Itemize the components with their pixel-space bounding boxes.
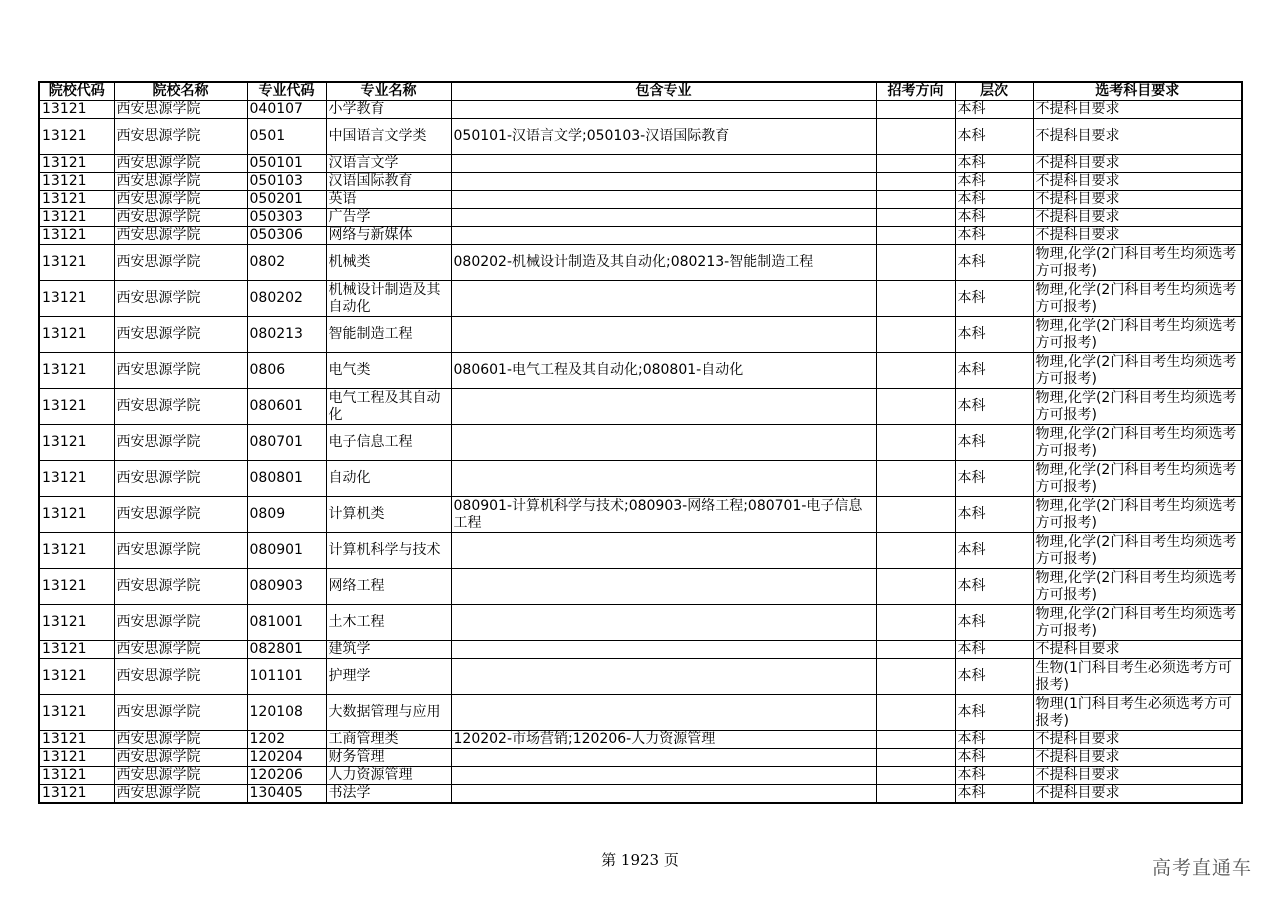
subject-requirement-cell: 不提科目要求 [1033,209,1242,227]
direction-cell [876,353,955,389]
header-direction: 招考方向 [876,82,955,101]
included-majors-cell [451,569,876,605]
table-row [39,101,1242,119]
included-majors-cell [451,191,876,209]
school-code-cell: 13121 [39,353,114,389]
school-code-cell: 13121 [39,569,114,605]
subject-requirement-cell: 不提科目要求 [1033,155,1242,173]
subject-requirement-cell: 物理(1门科目考生必须选考方可报考) [1033,695,1242,731]
school-code-cell: 13121 [39,497,114,533]
included-majors-cell [451,425,876,461]
direction-cell [876,767,955,785]
level-cell: 本科 [955,749,1033,767]
school-name-cell: 西安思源学院 [114,119,247,155]
major-code-cell: 050303 [247,209,326,227]
school-name-cell: 西安思源学院 [114,641,247,659]
level-cell: 本科 [955,353,1033,389]
school-name-cell: 西安思源学院 [114,317,247,353]
school-name-cell: 西安思源学院 [114,101,247,119]
subject-requirement-cell: 物理,化学(2门科目考生均须选考方可报考) [1033,317,1242,353]
major-code-cell: 080901 [247,533,326,569]
direction-cell [876,641,955,659]
level-cell: 本科 [955,695,1033,731]
table-row [39,785,1242,804]
level-cell: 本科 [955,425,1033,461]
table-row [39,533,1242,569]
school-code-cell: 13121 [39,641,114,659]
major-name-cell: 网络与新媒体 [326,227,451,245]
school-code-cell: 13121 [39,191,114,209]
page-number: 第 1923 页 [601,851,679,869]
level-cell: 本科 [955,461,1033,497]
direction-cell [876,389,955,425]
school-name-cell: 西安思源学院 [114,461,247,497]
major-name-cell: 建筑学 [326,641,451,659]
school-name-cell: 西安思源学院 [114,191,247,209]
direction-cell [876,605,955,641]
included-majors-cell [451,209,876,227]
school-name-cell: 西安思源学院 [114,281,247,317]
subject-requirement-cell: 不提科目要求 [1033,173,1242,191]
included-majors-cell [451,695,876,731]
table-row [39,155,1242,173]
included-majors-cell [451,767,876,785]
header-subject-requirement: 选考科目要求 [1033,82,1242,101]
subject-requirement-cell: 不提科目要求 [1033,785,1242,804]
school-code-cell: 13121 [39,695,114,731]
table-row [39,389,1242,425]
major-name-cell: 计算机科学与技术 [326,533,451,569]
level-cell: 本科 [955,731,1033,749]
direction-cell [876,101,955,119]
major-code-cell: 130405 [247,785,326,804]
school-code-cell: 13121 [39,749,114,767]
major-code-cell: 050201 [247,191,326,209]
major-name-cell: 广告学 [326,209,451,227]
school-code-cell: 13121 [39,101,114,119]
school-name-cell: 西安思源学院 [114,245,247,281]
table-row [39,227,1242,245]
level-cell: 本科 [955,191,1033,209]
direction-cell [876,245,955,281]
school-name-cell: 西安思源学院 [114,569,247,605]
included-majors-cell [451,227,876,245]
major-name-cell: 汉语言文学 [326,155,451,173]
table-row [39,497,1242,533]
included-majors-cell: 080601-电气工程及其自动化;080801-自动化 [451,353,876,389]
major-code-cell: 082801 [247,641,326,659]
major-name-cell: 中国语言文学类 [326,119,451,155]
major-code-cell: 080601 [247,389,326,425]
direction-cell [876,173,955,191]
major-name-cell: 小学教育 [326,101,451,119]
included-majors-cell [451,749,876,767]
subject-requirement-cell: 物理,化学(2门科目考生均须选考方可报考) [1033,425,1242,461]
table-row [39,569,1242,605]
school-name-cell: 西安思源学院 [114,695,247,731]
table-row [39,767,1242,785]
school-name-cell: 西安思源学院 [114,659,247,695]
school-code-cell: 13121 [39,731,114,749]
major-code-cell: 0501 [247,119,326,155]
major-name-cell: 书法学 [326,785,451,804]
table-row [39,281,1242,317]
school-name-cell: 西安思源学院 [114,353,247,389]
school-name-cell: 西安思源学院 [114,785,247,804]
school-code-cell: 13121 [39,425,114,461]
major-name-cell: 智能制造工程 [326,317,451,353]
subject-requirement-cell: 不提科目要求 [1033,641,1242,659]
included-majors-cell [451,461,876,497]
direction-cell [876,569,955,605]
subject-requirement-cell: 物理,化学(2门科目考生均须选考方可报考) [1033,461,1242,497]
school-code-cell: 13121 [39,155,114,173]
direction-cell [876,497,955,533]
major-name-cell: 机械类 [326,245,451,281]
school-name-cell: 西安思源学院 [114,389,247,425]
subject-requirement-cell: 物理,化学(2门科目考生均须选考方可报考) [1033,245,1242,281]
major-name-cell: 自动化 [326,461,451,497]
school-name-cell: 西安思源学院 [114,425,247,461]
table-row [39,425,1242,461]
direction-cell [876,659,955,695]
included-majors-cell [451,389,876,425]
major-name-cell: 电气工程及其自动化 [326,389,451,425]
major-code-cell: 050103 [247,173,326,191]
major-name-cell: 英语 [326,191,451,209]
direction-cell [876,191,955,209]
subject-requirement-cell: 不提科目要求 [1033,119,1242,155]
school-code-cell: 13121 [39,461,114,497]
major-name-cell: 土木工程 [326,605,451,641]
level-cell: 本科 [955,101,1033,119]
included-majors-cell [451,281,876,317]
school-code-cell: 13121 [39,227,114,245]
school-name-cell: 西安思源学院 [114,605,247,641]
table-row [39,749,1242,767]
header-included-majors: 包含专业 [451,82,876,101]
table-row [39,605,1242,641]
major-code-cell: 120204 [247,749,326,767]
level-cell: 本科 [955,245,1033,281]
level-cell: 本科 [955,389,1033,425]
included-majors-cell [451,641,876,659]
level-cell: 本科 [955,173,1033,191]
direction-cell [876,209,955,227]
level-cell: 本科 [955,785,1033,804]
major-code-cell: 080213 [247,317,326,353]
school-code-cell: 13121 [39,119,114,155]
major-name-cell: 网络工程 [326,569,451,605]
table-row [39,119,1242,155]
school-code-cell: 13121 [39,785,114,804]
watermark: 高考直通车 [1151,857,1252,879]
school-code-cell: 13121 [39,389,114,425]
table-row [39,209,1242,227]
admission-table [38,81,1243,804]
school-name-cell: 西安思源学院 [114,749,247,767]
included-majors-cell: 080202-机械设计制造及其自动化;080213-智能制造工程 [451,245,876,281]
school-code-cell: 13121 [39,767,114,785]
table-row [39,173,1242,191]
subject-requirement-cell: 物理,化学(2门科目考生均须选考方可报考) [1033,569,1242,605]
header-major-name: 专业名称 [326,82,451,101]
header-school-code: 院校代码 [39,82,114,101]
included-majors-cell [451,173,876,191]
major-name-cell: 财务管理 [326,749,451,767]
school-code-cell: 13121 [39,209,114,227]
subject-requirement-cell: 物理,化学(2门科目考生均须选考方可报考) [1033,353,1242,389]
level-cell: 本科 [955,569,1033,605]
major-code-cell: 0806 [247,353,326,389]
included-majors-cell: 050101-汉语言文学;050103-汉语国际教育 [451,119,876,155]
school-code-cell: 13121 [39,317,114,353]
table-row [39,245,1242,281]
major-name-cell: 护理学 [326,659,451,695]
level-cell: 本科 [955,209,1033,227]
header-major-code: 专业代码 [247,82,326,101]
subject-requirement-cell: 不提科目要求 [1033,731,1242,749]
table-row [39,191,1242,209]
included-majors-cell [451,785,876,804]
level-cell: 本科 [955,533,1033,569]
school-name-cell: 西安思源学院 [114,173,247,191]
major-code-cell: 120206 [247,767,326,785]
school-code-cell: 13121 [39,605,114,641]
level-cell: 本科 [955,767,1033,785]
subject-requirement-cell: 生物(1门科目考生必须选考方可报考) [1033,659,1242,695]
direction-cell [876,227,955,245]
subject-requirement-cell: 物理,化学(2门科目考生均须选考方可报考) [1033,281,1242,317]
level-cell: 本科 [955,155,1033,173]
school-code-cell: 13121 [39,281,114,317]
school-code-cell: 13121 [39,245,114,281]
direction-cell [876,119,955,155]
subject-requirement-cell: 不提科目要求 [1033,767,1242,785]
table-row [39,731,1242,749]
level-cell: 本科 [955,605,1033,641]
subject-requirement-cell: 物理,化学(2门科目考生均须选考方可报考) [1033,389,1242,425]
included-majors-cell [451,101,876,119]
school-name-cell: 西安思源学院 [114,497,247,533]
major-code-cell: 1202 [247,731,326,749]
table-row [39,353,1242,389]
included-majors-cell: 080901-计算机科学与技术;080903-网络工程;080701-电子信息工程 [451,497,876,533]
direction-cell [876,425,955,461]
level-cell: 本科 [955,317,1033,353]
major-name-cell: 电子信息工程 [326,425,451,461]
direction-cell [876,785,955,804]
included-majors-cell [451,317,876,353]
school-name-cell: 西安思源学院 [114,731,247,749]
header-row [39,82,1242,101]
school-code-cell: 13121 [39,533,114,569]
major-code-cell: 080701 [247,425,326,461]
direction-cell [876,695,955,731]
school-name-cell: 西安思源学院 [114,533,247,569]
school-code-cell: 13121 [39,173,114,191]
level-cell: 本科 [955,659,1033,695]
included-majors-cell [451,155,876,173]
major-name-cell: 人力资源管理 [326,767,451,785]
major-name-cell: 机械设计制造及其自动化 [326,281,451,317]
major-name-cell: 工商管理类 [326,731,451,749]
table-row [39,317,1242,353]
subject-requirement-cell: 物理,化学(2门科目考生均须选考方可报考) [1033,533,1242,569]
major-code-cell: 080801 [247,461,326,497]
header-school-name: 院校名称 [114,82,247,101]
level-cell: 本科 [955,641,1033,659]
level-cell: 本科 [955,227,1033,245]
table-row [39,641,1242,659]
major-code-cell: 0802 [247,245,326,281]
included-majors-cell: 120202-市场营销;120206-人力资源管理 [451,731,876,749]
school-name-cell: 西安思源学院 [114,209,247,227]
major-code-cell: 040107 [247,101,326,119]
school-name-cell: 西安思源学院 [114,155,247,173]
school-name-cell: 西安思源学院 [114,767,247,785]
subject-requirement-cell: 不提科目要求 [1033,749,1242,767]
subject-requirement-cell: 不提科目要求 [1033,227,1242,245]
direction-cell [876,155,955,173]
school-name-cell: 西安思源学院 [114,227,247,245]
subject-requirement-cell: 不提科目要求 [1033,191,1242,209]
direction-cell [876,731,955,749]
table-body [39,101,1242,804]
subject-requirement-cell: 物理,化学(2门科目考生均须选考方可报考) [1033,497,1242,533]
subject-requirement-cell: 不提科目要求 [1033,101,1242,119]
major-code-cell: 080202 [247,281,326,317]
header-level: 层次 [955,82,1033,101]
direction-cell [876,281,955,317]
included-majors-cell [451,659,876,695]
level-cell: 本科 [955,119,1033,155]
major-name-cell: 计算机类 [326,497,451,533]
direction-cell [876,749,955,767]
direction-cell [876,317,955,353]
major-code-cell: 120108 [247,695,326,731]
level-cell: 本科 [955,497,1033,533]
major-code-cell: 050101 [247,155,326,173]
major-name-cell: 大数据管理与应用 [326,695,451,731]
subject-requirement-cell: 物理,化学(2门科目考生均须选考方可报考) [1033,605,1242,641]
direction-cell [876,461,955,497]
direction-cell [876,533,955,569]
major-name-cell: 电气类 [326,353,451,389]
included-majors-cell [451,605,876,641]
major-name-cell: 汉语国际教育 [326,173,451,191]
major-code-cell: 081001 [247,605,326,641]
major-code-cell: 101101 [247,659,326,695]
table-row [39,695,1242,731]
table-row [39,461,1242,497]
table-row [39,659,1242,695]
major-code-cell: 080903 [247,569,326,605]
major-code-cell: 050306 [247,227,326,245]
level-cell: 本科 [955,281,1033,317]
school-code-cell: 13121 [39,659,114,695]
included-majors-cell [451,533,876,569]
major-code-cell: 0809 [247,497,326,533]
